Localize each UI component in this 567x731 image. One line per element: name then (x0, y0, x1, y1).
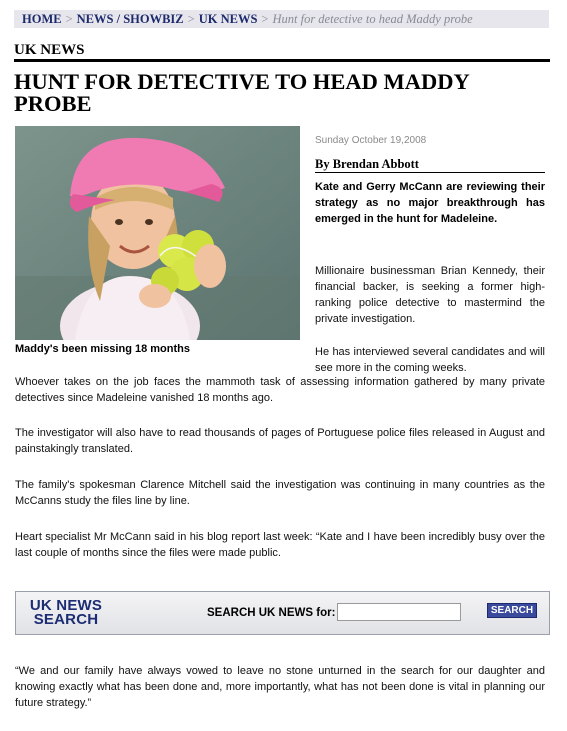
search-label: SEARCH UK NEWS for: (207, 607, 336, 619)
breadcrumb-link-home[interactable]: HOME (22, 12, 62, 26)
article-paragraph: He has interviewed several candidates and will see more in the coming weeks. (315, 346, 545, 374)
photo-caption: Maddy's been missing 18 months (15, 343, 190, 355)
search-button[interactable]: SEARCH (487, 603, 537, 618)
breadcrumb-separator: > (65, 12, 73, 26)
article-photo (15, 126, 300, 340)
breadcrumb-link-uk-news[interactable]: UK NEWS (198, 12, 258, 26)
article-lede: Kate and Gerry McCann are reviewing their strategy as no major breakthrough has emerged in the hunt for Madeleine. (315, 181, 545, 225)
article-date: Sunday October 19,2008 (315, 135, 427, 146)
search-logo (24, 599, 108, 627)
article-paragraph: Millionaire businessman Brian Kennedy, their financial backer, is seeking a former high-ranking police detective to mastermind the private investigation. (315, 265, 545, 325)
breadcrumb-separator: > (187, 12, 195, 26)
article-paragraph: Whoever takes on the job faces the mammoth task of assessing information gathered by many private detectives since Madeleine vanished 18 months ago. (15, 376, 545, 404)
section-label: UK NEWS (14, 42, 85, 58)
article-paragraph: Heart specialist Mr McCann said in his blog report last week: “Kate and I have been incredibly busy over the last couple of months since the files were made public. (15, 531, 545, 559)
search-logo-line1: UK NEWS (29, 597, 103, 614)
article-paragraph: “We and our family have always vowed to leave no stone unturned in the search for our daughter and knowing exactly what has been done and, more importantly, what has not been done is vital in planning our future strategy.” (15, 665, 545, 709)
search-input[interactable] (337, 603, 461, 621)
breadcrumb-separator: > (261, 12, 269, 26)
section-divider (14, 59, 550, 62)
search-panel (15, 591, 550, 635)
article-paragraph: The investigator will also have to read thousands of pages of Portuguese police files released in August and painstakingly translated. (15, 427, 545, 455)
breadcrumb (14, 10, 549, 28)
article-paragraph: The family's spokesman Clarence Mitchell said the investigation was continuing in many countries as the McCanns study the files line by line. (15, 479, 545, 507)
breadcrumb-link-news-showbiz[interactable]: NEWS / SHOWBIZ (76, 12, 184, 26)
article-headline: HUNT FOR DETECTIVE TO HEAD MADDY PROBE (14, 69, 469, 116)
article-byline[interactable]: By Brendan Abbott (315, 157, 545, 173)
breadcrumb-current: Hunt for detective to head Maddy probe (272, 12, 473, 26)
search-logo-line2: SEARCH (33, 611, 99, 628)
